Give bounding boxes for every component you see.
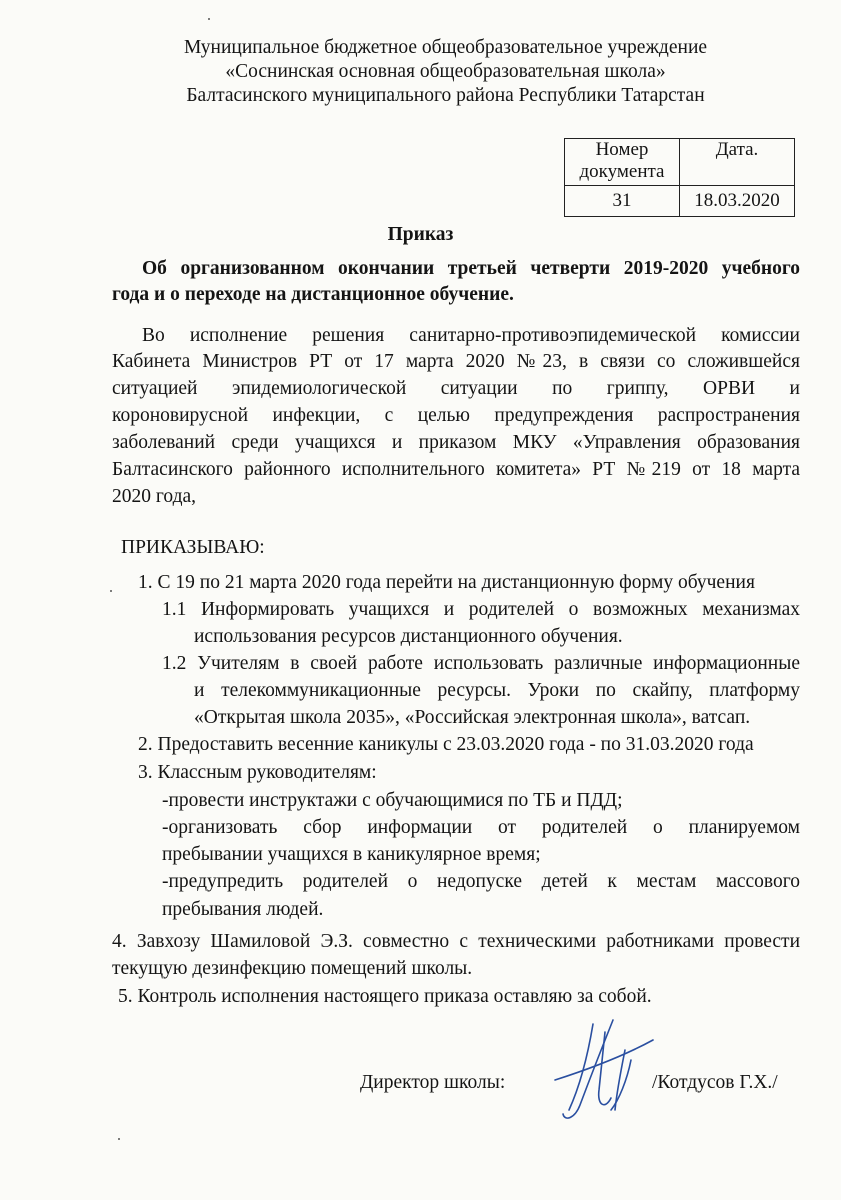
signature-name: /Котдусов Г.Х./ [652, 1072, 778, 1093]
doc-date-header: Дата. [680, 139, 795, 186]
item-4-line-2: текущую дезинфекцию помещений школы. [112, 958, 473, 979]
item-3-b-line-1: -организовать сбор информации от родителей о планируемом [162, 817, 800, 838]
doc-number-header [565, 139, 680, 186]
header-line-1: Муниципальное бюджетное общеобразовательное учреждение [183, 37, 708, 58]
item-1-1-line-1: 1.1 Информировать учащихся и родителей о возможных механизмах [162, 599, 800, 620]
item-1: 1. С 19 по 21 марта 2020 года перейти на дистанционную форму обучения [138, 572, 755, 593]
document-meta-table [564, 138, 795, 217]
order-word: ПРИКАЗЫВАЮ: [121, 537, 265, 558]
item-5: 5. Контроль исполнения настоящего приказа оставляю за собой. [118, 986, 652, 1007]
preamble-line-7: 2020 года, [112, 486, 197, 507]
doc-number-value: 31 [565, 186, 680, 217]
subject-line-1: Об организованном окончании третьей четверти 2019-2020 учебного [142, 258, 800, 279]
item-2: 2. Предоставить весенние каникулы с 23.03.2020 года - по 31.03.2020 года [138, 734, 754, 755]
document-title: Приказ [387, 224, 454, 245]
signature-icon [535, 1010, 665, 1130]
preamble-line-6: Балтасинского районного исполнительного комитета» РТ №219 от 18 марта [112, 459, 800, 480]
preamble-line-1: Во исполнение решения санитарно-противоэпидемической комиссии [142, 325, 800, 346]
signature-role: Директор школы: [360, 1072, 506, 1093]
header-line-2: «Соснинская основная общеобразовательная школа» [225, 61, 666, 82]
header-line-3: Балтасинского муниципального района Республики Татарстан [186, 85, 705, 106]
scan-speck [208, 18, 210, 20]
preamble-line-5: заболеваний среди учащихся и приказом МКУ «Управления образования [112, 432, 800, 453]
preamble-line-3: ситуацией эпидемиологической ситуации по гриппу, ОРВИ и [112, 378, 800, 399]
item-1-1-line-2: использования ресурсов дистанционного обучения. [194, 626, 623, 647]
preamble-line-4: короновирусной инфекции, с целью предупреждения распространения [112, 405, 800, 426]
preamble-line-2: Кабинета Министров РТ от 17 марта 2020 №23, в связи со сложившейся [112, 351, 800, 372]
doc-number-header-line2: документа [579, 161, 665, 182]
item-1-2-line-1: 1.2 Учителям в своей работе использовать различные информационные [162, 653, 800, 674]
item-3-c-line-2: пребывания людей. [162, 899, 324, 920]
scan-speck [118, 1138, 120, 1140]
scan-speck [110, 590, 112, 592]
subject-line-2: года и о переходе на дистанционное обучение. [112, 284, 514, 305]
item-3: 3. Классным руководителям: [138, 762, 377, 783]
doc-date-value: 18.03.2020 [680, 186, 795, 217]
item-1-2-line-3: «Открытая школа 2035», «Российская электронная школа», ватсап. [194, 707, 751, 728]
item-3-c-line-1: -предупредить родителей о недопуске детей к местам массового [162, 871, 800, 892]
item-1-2-line-2: и телекоммуникационные ресурсы. Уроки по скайпу, платформу [194, 680, 800, 701]
item-3-b-line-2: пребывании учащихся в каникулярное время; [162, 844, 541, 865]
doc-number-header-line1: Номер [595, 139, 649, 160]
item-4-line-1: 4. Завхозу Шамиловой Э.З. совместно с техническими работниками провести [112, 931, 800, 952]
item-3-a: -провести инструктажи с обучающимися по ТБ и ПДД; [162, 790, 623, 811]
